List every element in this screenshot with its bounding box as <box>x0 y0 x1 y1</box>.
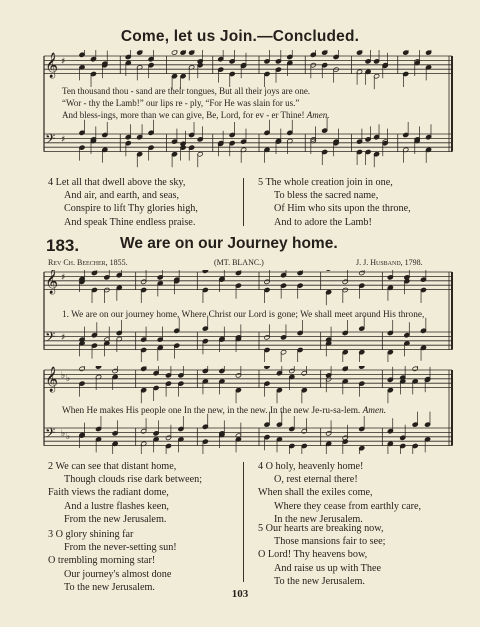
bass-clef-icon: 𝄢 <box>45 131 56 150</box>
bass-clef-icon: 𝄢 <box>45 329 56 348</box>
sharp-icon: ♯ <box>61 135 66 145</box>
lyric-line-b1: 1. We are on our journey home, Where Christ our Lord is gone; We shall meet around His throne, <box>62 310 425 320</box>
flat-icon: ♭ <box>61 371 66 381</box>
lyric-line-b2: When He makes His people one In the new, in the new. In the new Je-ru-sa-lem. Amen. <box>62 406 387 416</box>
lyric-line-1: Ten thousand thou - sand are their tongues, But all their joys are one. <box>62 86 311 96</box>
bass-clef-icon: 𝄢 <box>45 425 56 444</box>
sharp-icon: ♯ <box>61 333 66 343</box>
page-number: 103 <box>231 588 249 600</box>
hymn-title-continued: Come, let us Join.—Concluded. <box>120 28 360 45</box>
hymn-b-verse-4: 4 O holy, heavenly home! O, rest eternal there! When shall the exiles come, Where they cease from earthly care, In the new Jerusalem. <box>258 461 422 525</box>
hymn-b-verse-5: 5 Our hearts are breaking now, Those mansions fair to see; O Lord! Thy heavens bow, And raise us up with Thee To the new Jerusalem. <box>258 523 386 587</box>
flat-icon: ♭ <box>66 374 71 384</box>
hymn-b-verse-2: 2 We can see that distant home, Though clouds rise dark between; Faith views the radiant dome, And a lustre flashes keen, From the new Jerusalem. <box>48 461 203 525</box>
sharp-icon: ♯ <box>61 273 66 283</box>
music-system-3 <box>38 366 454 454</box>
flat-icon: ♭ <box>61 429 66 439</box>
note-head <box>326 270 332 271</box>
lyric-line-3: And bless-ings, more than we can give, Be, Lord, for ev - er Thine! Amen. <box>62 110 330 120</box>
hymn-number: 183. <box>46 236 80 255</box>
hymn-a-verse-5: 5 The whole creation join in one, To bless the sacred name, Of Him who sits upon the throne, And to adore the Lamb! <box>258 177 411 228</box>
treble-clef-icon: 𝄞 <box>45 367 59 392</box>
author-credit: Rev Ch. Beecher, 1855. <box>48 258 128 267</box>
column-divider-2 <box>243 462 244 582</box>
hymn-b-verse-3: 3 O glory shining far From the never-setting sun! O trembling morning star! Our journey's almost done To the new Jerusalem. <box>48 529 177 593</box>
treble-clef-icon: 𝄞 <box>45 270 59 294</box>
sharp-icon: ♯ <box>61 57 66 67</box>
music-system-1 <box>38 50 454 178</box>
lyric-line-2: “Wor - thy the Lamb!” our lips re - ply, “For He was slain for us.” <box>62 98 300 108</box>
hymn-a-verse-4: 4 Let all that dwell above the sky, And air, and earth, and seas, Conspire to lift Thy glories high, And speak Thine endless praise. <box>48 177 198 228</box>
music-system-2 <box>38 270 454 362</box>
composer-credit: J. J. Husband, 1798. <box>356 258 423 267</box>
flat-icon: ♭ <box>66 432 71 442</box>
hymn-title: We are on our Journey home. <box>120 235 338 252</box>
tune-name: (MT. BLANC.) <box>214 258 264 267</box>
column-divider <box>243 178 244 226</box>
treble-clef-icon: 𝄞 <box>45 53 59 78</box>
